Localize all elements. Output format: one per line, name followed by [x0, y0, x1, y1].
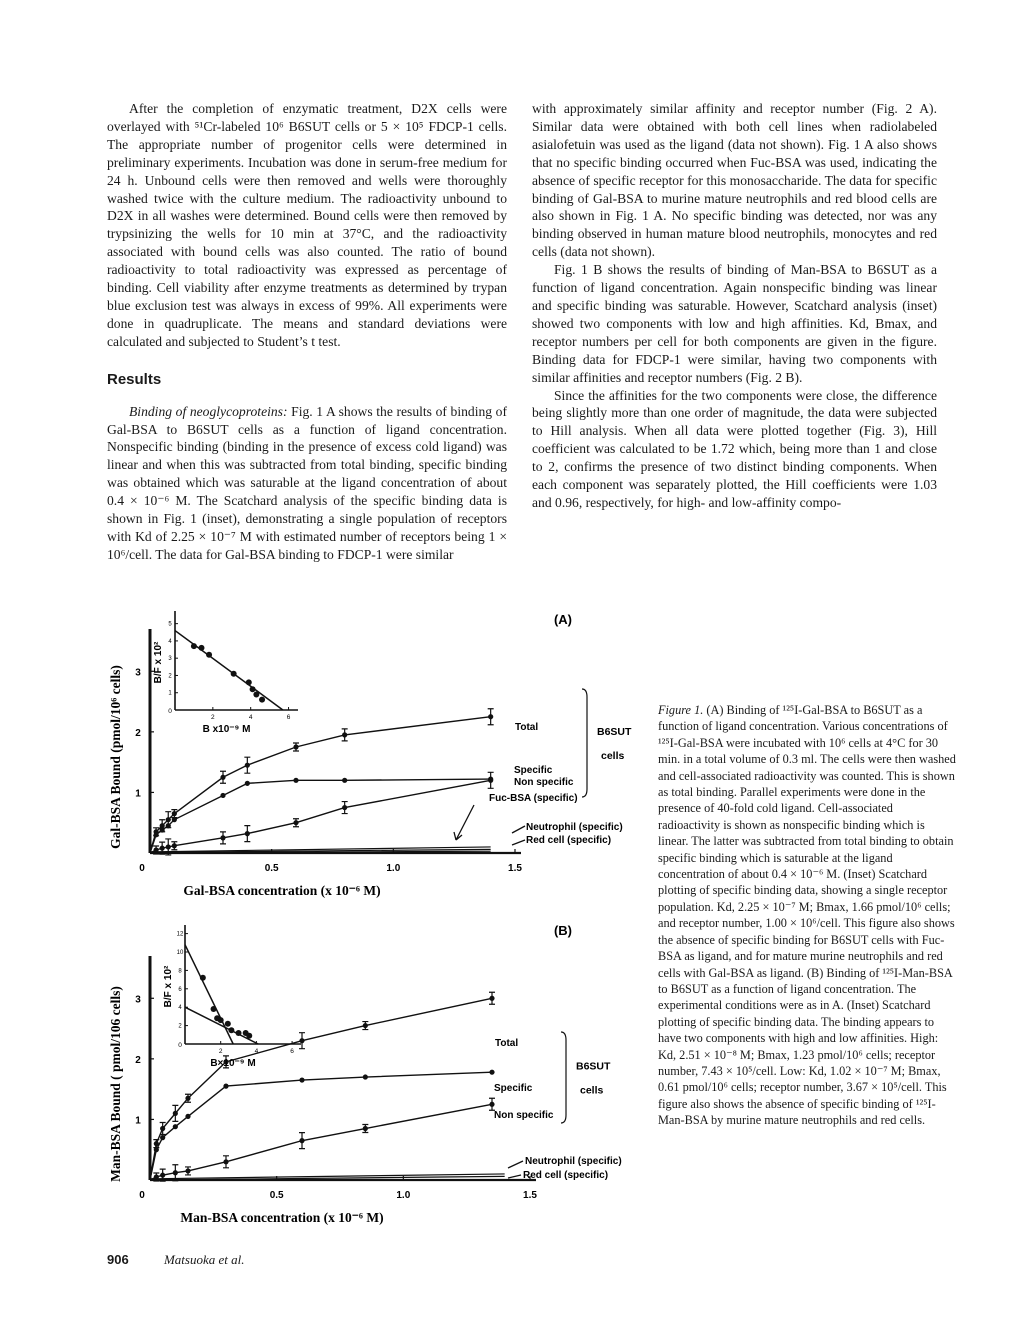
series-label: Non specific [514, 777, 574, 788]
series-label: Neutrophil (specific) [525, 1156, 622, 1167]
inset-point [218, 1017, 224, 1023]
y-axis-label: Gal-BSA Bound (pmol/10⁶ cells) [108, 665, 123, 849]
y-tick-label: 3 [135, 667, 141, 679]
right-paragraph-2: Fig. 1 B shows the results of binding of Man-BSA to B6SUT as a function of ligand concentration. Again nonspecific binding was linear and specific binding was saturable. However, Scatchard analysis (inset) showed two components with low and high affinities. Kd, Bmax, and receptor numbers per cell for both components are given in the figure. Binding data for FDCP-1 were similar, having two components with similar affinities and receptor numbers (Fig. 2 B). [532, 262, 937, 385]
group-label-cells: cells [580, 1084, 604, 1097]
inset-x-tick-label: 6 [286, 714, 291, 721]
inset-point [231, 671, 237, 677]
data-point [153, 832, 158, 837]
inset-y-tick-label: 6 [178, 986, 182, 993]
x-tick-label: 0 [139, 863, 145, 874]
caption-lead: Figure 1. [658, 703, 704, 717]
right-paragraph-1: with approximately similar affinity and receptor number (Fig. 2 A). Similar data were obtained with both cell lines when radiolabeled asialofetuin was used as the ligand (data not shown). Fig. 1 A also shows that no specific binding occurred when Fuc-BSA was used, indicating the absence of specific receptor for this monosaccharide. The data for specific binding of Gal-BSA to murine mature neutrophils and red blood cells are also shown in Fig. 1 A. No specific binding was detected, nor was any binding observed in human mature blood neutrophils, monocytes and red cells (data not shown). [532, 101, 937, 260]
inset-point [236, 1030, 242, 1036]
chart-b [108, 923, 622, 1225]
group-label-cell-line: B6SUT [576, 1060, 611, 1073]
inset-y-tick-label: 4 [178, 1005, 182, 1012]
inset-y-label: B/F x 10² [153, 641, 164, 684]
results-paragraph-body: Fig. 1 A shows the results of binding of Gal-BSA to B6SUT cells as a function of ligand concentration. Nonspecific binding (binding in the presence of excess cold ligand) was linear and when this was subtracted from total binding, specific binding was obtained which was saturable at the ligand concentration of about 0.4 × 10⁻⁶ M. The Scatchard analysis of the specific binding data is shown in Fig. 1 (inset), demonstrating a single population of receptors with Kd of 2.25 × 10⁻⁷ M with estimated number of receptors being 1 × 10⁶/cell. The data for Gal-BSA binding to FDCP-1 were similar [107, 403, 508, 562]
x-tick-label: 0.5 [269, 1190, 284, 1201]
series-label: Total [495, 1038, 519, 1049]
inset-fit-line [185, 945, 233, 1044]
inset-point [250, 686, 256, 692]
inset-y-tick-label: 4 [168, 638, 172, 645]
inset-point [246, 1033, 252, 1039]
series-line-non-specific [150, 780, 491, 853]
series-label: Non specific [494, 1110, 554, 1121]
inset-y-tick-label: 8 [178, 968, 182, 975]
panel-label: (A) [553, 612, 573, 627]
inset-point [259, 697, 265, 703]
series-line-total [150, 998, 492, 1180]
label-arrow [454, 805, 474, 840]
y-tick-label: 2 [135, 1054, 141, 1066]
inset-scatchard [153, 611, 298, 735]
data-point [293, 778, 298, 783]
chart-a [108, 611, 632, 898]
x-tick-label: 1.0 [386, 863, 401, 874]
data-point [220, 793, 225, 798]
label-arrow [508, 1175, 521, 1178]
series-label: Red cell (specific) [523, 1170, 609, 1181]
inset-point [225, 1021, 231, 1027]
series-line-non-specific [150, 1104, 492, 1180]
inset-x-tick-label: 2 [211, 714, 215, 721]
inset-x-tick-label: 6 [290, 1048, 294, 1055]
running-authors: Matsuoka et al. [163, 1252, 245, 1267]
inset-x-label: B×10⁻⁹ M [210, 1058, 256, 1069]
y-axis-label: Man-BSA Bound ( pmol/106 cells) [108, 986, 123, 1182]
inset-point [211, 1006, 217, 1012]
inset-fit-line [175, 631, 283, 710]
inset-fit-line [185, 1007, 258, 1044]
data-point [245, 781, 250, 786]
x-tick-label: 1.5 [508, 863, 522, 874]
data-point [363, 1074, 368, 1079]
methods-paragraph: After the completion of enzymatic treatment, D2X cells were overlayed with ⁵¹Cr-labeled 10⁶ B6SUT cells or 5 × 10⁵ FDCP-1 cells. The appropriate number of progenitor cells were determined in preliminary experiments. Incubation was done in serum-free medium for 24 h. Unbound cells were then removed and wells were thoroughly washed twice with the culture medium. The radioactivity unbound to D2X in all washes were determined. Bound cells were then removed by trypsinizing the wells for 10 min at 37°C, and the radioactivity associated with bound cells was also counted. The ratio of bound radioactivity to total radioactivity was expressed as percentage of binding. Cell viability after enzyme treatments as determined by trypan blue exclusion test was always in excess of 99%. All experiments were done in quadruplicate. The means and standard deviations were calculated and subjected to Student’s t test. [107, 101, 507, 349]
inset-y-label: B/F x 10² [163, 965, 174, 1008]
data-point [342, 778, 347, 783]
inset-point [206, 652, 212, 658]
series-label: Neutrophil (specific) [526, 822, 623, 833]
data-point [173, 1124, 178, 1129]
x-axis-label: Man-BSA concentration (x 10⁻⁶ M) [180, 1210, 384, 1225]
inset-y-tick-label: 3 [168, 656, 172, 663]
panel-label: (B) [553, 923, 573, 938]
y-tick-label: 1 [135, 1115, 141, 1127]
series-label: Red cell (specific) [526, 835, 612, 846]
page-number: 906 [107, 1252, 129, 1267]
series-line-specific [150, 1072, 492, 1180]
results-heading: Results [107, 370, 162, 388]
data-point [299, 1077, 304, 1082]
inset-origin-label: 0 [178, 1042, 182, 1049]
inset-y-tick-label: 5 [168, 621, 172, 628]
inset-point [198, 645, 204, 651]
y-tick-label: 2 [135, 727, 141, 739]
series-label: Fuc-BSA (specific) [489, 793, 578, 804]
series-line-total [150, 717, 491, 853]
inset-y-tick-label: 1 [168, 690, 172, 697]
group-label-cells: cells [601, 750, 625, 762]
data-point [172, 817, 177, 822]
group-label-cell-line: B6SUT [597, 726, 632, 738]
right-paragraph-3: Since the affinities for the two components were close, the difference being slightly more than one order of magnitude, the data were subjected to Hill analysis. When all data were plotted together (Fig. 3), Hill coefficient was calculated to be 1.72 which, being more than 1 and close to 2, confirms the presence of two distinct binding components. When each component was separately plotted, the Hill coefficients were 1.03 and 0.96, respectively, for high- and low-affinity compo- [532, 387, 937, 510]
data-point [160, 1135, 165, 1140]
data-point [166, 823, 171, 828]
x-tick-label: 1.5 [523, 1190, 537, 1201]
label-arrow [512, 826, 525, 833]
data-point [154, 1147, 159, 1152]
inset-x-tick-label: 4 [254, 1048, 259, 1055]
group-bracket [582, 689, 587, 797]
page-footer [107, 1252, 244, 1268]
x-axis-label: Gal-BSA concentration (x 10⁻⁶ M) [183, 883, 381, 898]
results-subheading: Binding of neoglycoproteins: [129, 403, 288, 419]
data-point [489, 1070, 494, 1075]
inset-x-tick-label: 4 [248, 714, 253, 721]
x-tick-label: 0.5 [264, 863, 279, 874]
inset-point [200, 975, 206, 981]
x-tick-label: 1.0 [396, 1190, 411, 1201]
figure-caption [658, 702, 958, 1129]
data-point [185, 1114, 190, 1119]
data-point [223, 1084, 228, 1089]
label-arrow [512, 840, 525, 845]
x-tick-label: 0 [139, 1190, 145, 1201]
inset-y-tick-label: 2 [178, 1023, 182, 1030]
inset-x-label: B x10⁻⁹ M [202, 724, 251, 735]
inset-point [191, 643, 197, 649]
inset-y-tick-label: 2 [168, 673, 172, 680]
series-label: Specific [494, 1083, 533, 1094]
y-tick-label: 3 [135, 994, 141, 1006]
group-bracket [561, 1032, 566, 1123]
inset-point [246, 679, 252, 685]
series-label: Specific [514, 765, 553, 776]
inset-origin-label: 0 [168, 708, 172, 715]
data-point [160, 827, 165, 832]
inset-point [228, 1027, 234, 1033]
inset-x-tick-label: 2 [218, 1048, 223, 1055]
y-tick-label: 1 [135, 788, 141, 800]
series-label: Total [515, 722, 539, 733]
caption-text: (A) Binding of ¹²⁵I-Gal-BSA to B6SUT as a function of ligand concentration. Various concentrations of ¹²⁵I-Gal-BSA were incubated with 10⁶ cells at 4°C for 30 min. in a total volume of 0.3 ml. The cells were then washed and cell-associated radioactivity was counted. This is shown as total binding. Parallel experiments were done in the presence of 40-fold cold ligand. Cell-associated radioactivity is shown as nonspecific binding which is linear. The latter was subtracted from total binding to obtain specific binding which is saturable at the ligand concentration of about 0.4 × 10⁻⁶ M. (Inset) Scatchard plotting of specific binding data, showing a single receptor population. Kd, 2.25 × 10⁻⁷ M; Bmax, 1.66 pmol/10⁶ cells; and receptor number, 1.00 × 10⁶/cell. This figure also shows the absence of specific binding for B6SUT cells with Fuc-BSA as ligand, and for mature murine neutrophils and red cells with Gal-BSA as ligand. (B) Binding of ¹²⁵I-Man-BSA to B6SUT as a function of ligand concentration. The experimental conditions were as in A. (Inset) Scatchard plotting of specific binding data. The binding appears to have two components with high and low affinities. High: Kd, 2.51 × 10⁻⁸ M; Bmax, 1.23 pmol/10⁶ cells; receptor number, 7.43 × 10⁵/cell. Low: Kd, 1.02 × 10⁻⁷ M; Bmax, 0.61 pmol/10⁶ cells; receptor number, 3.67 × 10⁵/cell. This figure also shows the absence of specific binding of ¹²⁵I-Man-BSA by murine mature neutrophils and red cells. [658, 703, 956, 1128]
inset-y-tick-label: 10 [176, 950, 184, 956]
inset-y-tick-label: 12 [176, 931, 184, 938]
label-arrow [508, 1161, 523, 1168]
inset-point [253, 691, 259, 697]
